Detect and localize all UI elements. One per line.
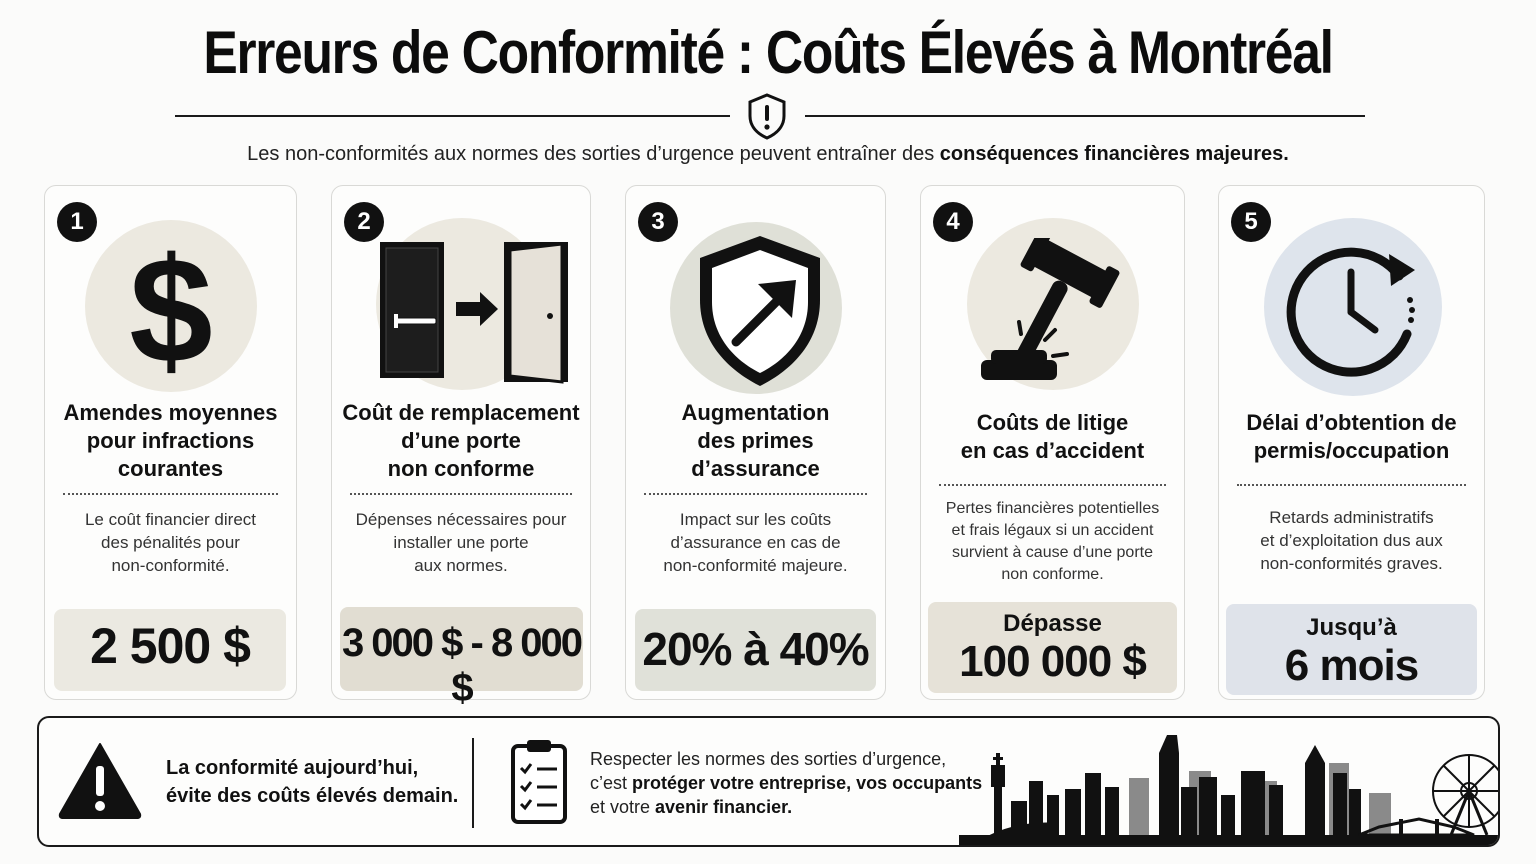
divider bbox=[939, 484, 1166, 486]
card-fines bbox=[44, 185, 297, 700]
card-description: Le coût financier direct des pénalités pour non-conformité. bbox=[84, 510, 257, 575]
montreal-skyline-icon bbox=[929, 723, 1500, 847]
subtitle-text: Les non-conformités aux normes des sorties d’urgence peuvent entraîner des bbox=[247, 143, 940, 165]
title-rule-left bbox=[175, 115, 730, 117]
page-title: Erreurs de Conformité : Coûts Élevés à Montréal bbox=[203, 19, 1333, 86]
dollar-icon bbox=[121, 234, 221, 374]
card-value-prefix: Jusqu’à bbox=[1306, 614, 1397, 641]
value-box bbox=[340, 607, 583, 710]
checklist-icon bbox=[509, 738, 569, 826]
card-litigation bbox=[920, 185, 1185, 700]
footer-tagline: La conformité aujourd’hui, évite des coûts élevés demain. bbox=[166, 757, 459, 807]
warning-icon bbox=[57, 740, 143, 820]
shield-arrow-icon bbox=[692, 232, 828, 392]
subtitle-emphasis: conséquences financières majeures. bbox=[939, 143, 1289, 165]
card-value: 20% à 40% bbox=[642, 623, 869, 675]
card-description: Impact sur les coûts d’assurance en cas de non-conformité majeure. bbox=[663, 510, 848, 575]
card-description: Pertes financières potentielles et frais légaux si un accident survient à cause d’une porte non conforme. bbox=[945, 500, 1160, 583]
divider bbox=[644, 493, 867, 495]
value-box bbox=[635, 609, 876, 691]
subtitle bbox=[0, 143, 1536, 166]
title-rule-right bbox=[805, 115, 1365, 117]
card-number: 5 bbox=[1231, 202, 1271, 242]
card-number: 1 bbox=[57, 202, 97, 242]
card-value: 6 mois bbox=[1284, 641, 1419, 690]
card-value: 3 000 $ - 8 000 $ bbox=[341, 621, 582, 710]
card-title: Augmentation des primes d’assurance bbox=[681, 400, 830, 481]
divider bbox=[1237, 484, 1466, 486]
footer-divider bbox=[472, 738, 474, 828]
gavel-icon bbox=[961, 238, 1151, 388]
divider bbox=[63, 493, 278, 495]
value-box bbox=[54, 609, 286, 691]
card-value: 2 500 $ bbox=[90, 618, 250, 674]
value-box bbox=[1226, 604, 1477, 695]
card-number: 3 bbox=[638, 202, 678, 242]
card-title: Coût de remplacement d’une porte non conforme bbox=[342, 400, 580, 481]
card-title: Coûts de litige en cas d’accident bbox=[960, 410, 1145, 463]
footer-banner bbox=[37, 716, 1500, 847]
footer-message: Respecter les normes des sorties d’urgence, c’est protéger votre entreprise, vos occupants et votre avenir financier. bbox=[590, 749, 983, 817]
card-number: 2 bbox=[344, 202, 384, 242]
clock-icon bbox=[1279, 234, 1429, 384]
divider bbox=[350, 493, 572, 495]
svg-text:$: $ bbox=[129, 234, 213, 374]
card-value: 100 000 $ bbox=[959, 637, 1146, 686]
shield-warning-icon bbox=[745, 92, 789, 140]
card-description: Dépenses nécessaires pour installer une porte aux normes. bbox=[355, 510, 567, 575]
value-box bbox=[928, 602, 1177, 693]
card-title: Délai d’obtention de permis/occupation bbox=[1246, 410, 1457, 463]
card-title: Amendes moyennes pour infractions courantes bbox=[63, 400, 278, 481]
door-replacement-icon bbox=[374, 236, 574, 386]
card-door-replacement bbox=[331, 185, 591, 710]
card-description: Retards administratifs et d’exploitation dus aux non-conformités graves. bbox=[1260, 508, 1443, 573]
card-number: 4 bbox=[933, 202, 973, 242]
card-insurance bbox=[625, 185, 886, 700]
card-permit-delay bbox=[1218, 185, 1485, 700]
card-value-prefix: Dépasse bbox=[1003, 610, 1102, 637]
